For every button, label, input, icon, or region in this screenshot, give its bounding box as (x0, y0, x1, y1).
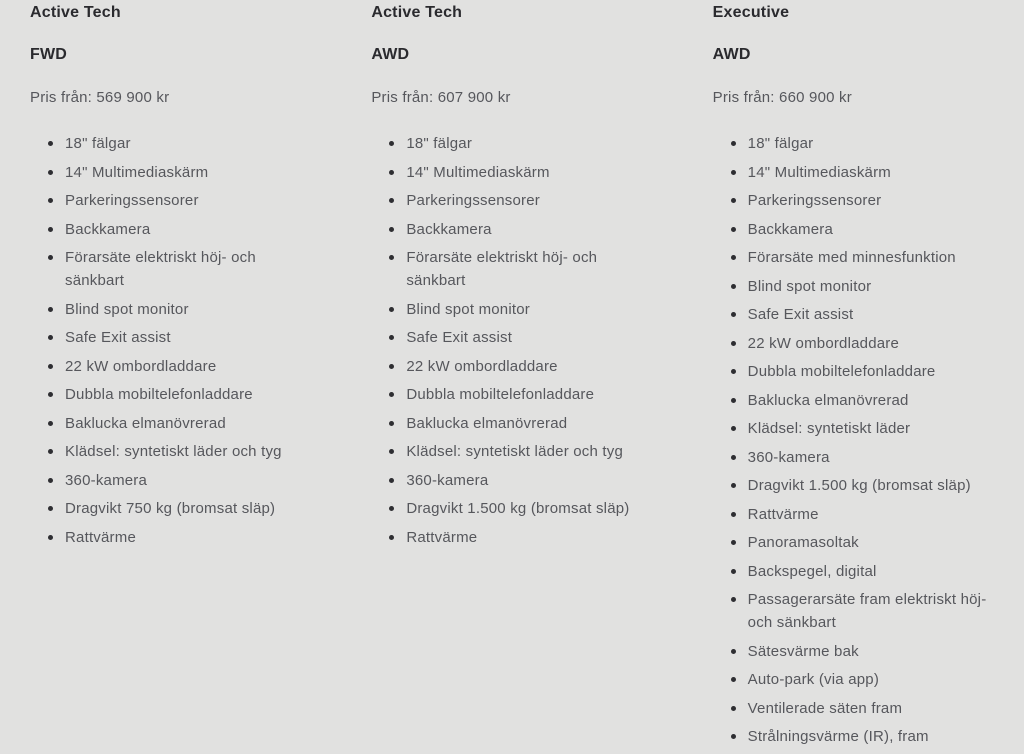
feature-item: Safe Exit assist (30, 326, 306, 349)
feature-item: Ventilerade säten fram (713, 697, 989, 720)
feature-item: Rattvärme (713, 503, 989, 526)
feature-item: 22 kW ombordladdare (371, 355, 647, 378)
feature-item: 18" fälgar (371, 132, 647, 155)
feature-item: Parkeringssensorer (713, 189, 989, 212)
feature-item: Blind spot monitor (371, 298, 647, 321)
trim-name: Active Tech (30, 4, 121, 21)
feature-item: Auto-park (via app) (713, 668, 989, 691)
feature-list (713, 132, 989, 748)
feature-item: 22 kW ombordladdare (713, 332, 989, 355)
feature-item: Parkeringssensorer (30, 189, 306, 212)
feature-item: Backkamera (30, 218, 306, 241)
trim-column (683, 4, 1024, 754)
trim-name: Active Tech (371, 4, 463, 21)
feature-item: Rattvärme (30, 526, 306, 549)
feature-item: Förarsäte med minnesfunktion (713, 246, 989, 269)
feature-item: 360-kamera (371, 469, 647, 492)
feature-item: Klädsel: syntetiskt läder (713, 417, 989, 440)
drivetrain-label: FWD (30, 46, 68, 63)
trim-column (0, 4, 341, 754)
price-from: Pris från: 607 900 kr (371, 89, 511, 106)
feature-item: Parkeringssensorer (371, 189, 647, 212)
feature-item: Backkamera (713, 218, 989, 241)
feature-item: Dragvikt 1.500 kg (bromsat släp) (371, 497, 647, 520)
feature-item: Baklucka elmanövrerad (30, 412, 306, 435)
feature-item: Blind spot monitor (30, 298, 306, 321)
feature-item: Dragvikt 750 kg (bromsat släp) (30, 497, 306, 520)
feature-list (30, 132, 306, 549)
feature-item: Strålningsvärme (IR), fram (713, 725, 989, 748)
feature-list (371, 132, 647, 549)
feature-item: Dubbla mobiltelefonladdare (371, 383, 647, 406)
feature-item: 18" fälgar (30, 132, 306, 155)
feature-item: Dubbla mobiltelefonladdare (30, 383, 306, 406)
price-from: Pris från: 660 900 kr (712, 89, 852, 106)
feature-item: Rattvärme (371, 526, 647, 549)
feature-item: Blind spot monitor (713, 275, 989, 298)
feature-item: 18" fälgar (713, 132, 989, 155)
feature-item: Backkamera (371, 218, 647, 241)
feature-item: Passagerarsäte fram elektriskt höj- och sänkbart (713, 588, 989, 634)
feature-item: Klädsel: syntetiskt läder och tyg (371, 440, 647, 463)
feature-item: Safe Exit assist (713, 303, 989, 326)
feature-item: Baklucka elmanövrerad (713, 389, 989, 412)
feature-item: Sätesvärme bak (713, 640, 989, 663)
feature-item: Förarsäte elektriskt höj- och sänkbart (371, 246, 647, 292)
drivetrain-label: AWD (712, 46, 751, 63)
feature-item: Klädsel: syntetiskt läder och tyg (30, 440, 306, 463)
feature-item: 360-kamera (30, 469, 306, 492)
feature-item: 22 kW ombordladdare (30, 355, 306, 378)
feature-item: Baklucka elmanövrerad (371, 412, 647, 435)
feature-item: Dubbla mobiltelefonladdare (713, 360, 989, 383)
feature-item: 14" Multimediaskärm (371, 161, 647, 184)
feature-item: 14" Multimediaskärm (713, 161, 989, 184)
feature-item: 14" Multimediaskärm (30, 161, 306, 184)
feature-item: Backspegel, digital (713, 560, 989, 583)
feature-item: Förarsäte elektriskt höj- och sänkbart (30, 246, 306, 292)
trim-name: Executive (712, 4, 790, 21)
feature-item: 360-kamera (713, 446, 989, 469)
feature-item: Safe Exit assist (371, 326, 647, 349)
price-from: Pris från: 569 900 kr (30, 89, 170, 106)
feature-item: Dragvikt 1.500 kg (bromsat släp) (713, 474, 989, 497)
feature-item: Panoramasoltak (713, 531, 989, 554)
trim-column (341, 4, 682, 754)
drivetrain-label: AWD (371, 46, 410, 63)
